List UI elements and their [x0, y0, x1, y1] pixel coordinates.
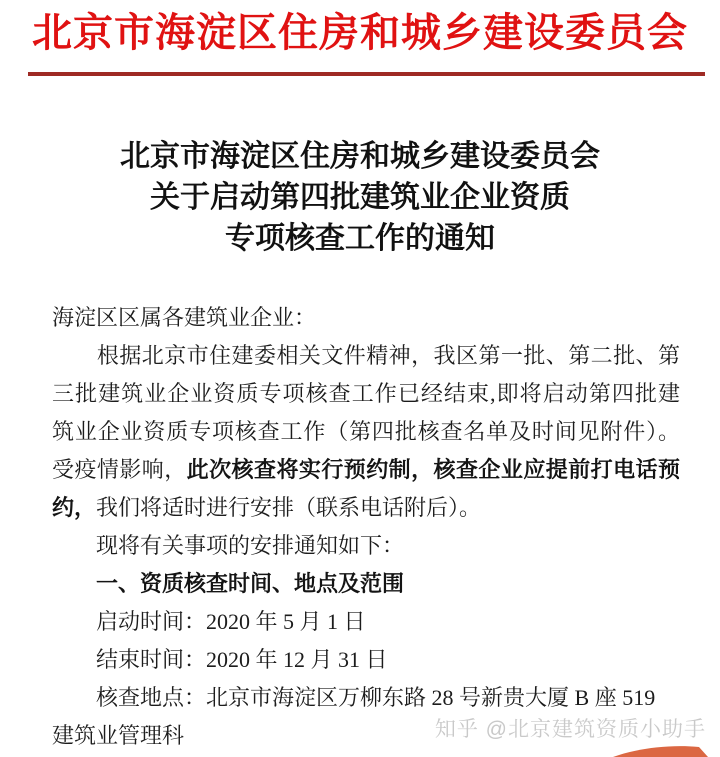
document-title [0, 136, 720, 259]
paragraph-line-2-text: 三批建筑业企业资质专项核查工作已经结束,即将启动第四批建 [52, 381, 680, 406]
closing-intro-line [52, 527, 680, 565]
orange-swoosh-icon [613, 744, 708, 757]
document-title-line-3: 专项核查工作的通知 [225, 222, 495, 255]
document-body [52, 299, 680, 755]
document-title-line-1: 北京市海淀区住房和城乡建设委员会 [120, 140, 600, 173]
paragraph-line-1-text: 根据北京市住建委相关文件精神，我区第一批、第二批、第 [96, 343, 680, 368]
paragraph-line-4-text: 此次核查将实行预约制，核查企业应提前打电话预 [186, 457, 680, 482]
inspection-location-line [52, 679, 680, 717]
letterhead-header [0, 4, 720, 76]
paragraph-line-5-text: 约， [52, 495, 97, 520]
letterhead-org-name: 北京市海淀区住房和城乡建设委员会 [32, 10, 688, 55]
paragraph-line-2 [52, 375, 680, 413]
letterhead-rule [28, 72, 705, 76]
start-time-line [52, 603, 680, 641]
salutation-text: 海淀区区属各建筑业企业： [52, 305, 317, 330]
paragraph-line-5-text: 我们将适时进行安排（联系电话附后）。 [96, 495, 482, 520]
end-time-line [52, 641, 680, 679]
inspection-location-wrap-line-text: 建筑业管理科 [52, 723, 185, 748]
document-title-line-2: 关于启动第四批建筑业企业资质 [150, 181, 570, 214]
paragraph-line-3-text: 筑业企业资质专项核查工作（第四批核查名单及时间见附件）。 [52, 419, 680, 444]
paragraph-line-1 [52, 337, 680, 375]
closing-intro-line-text: 现将有关事项的安排通知如下： [96, 533, 405, 558]
end-time-line-text: 结束时间：2020 年 12 月 31 日 [96, 647, 388, 672]
watermark-credit: 知乎 @北京建筑资质小助手 [434, 718, 706, 741]
inspection-location-line-text: 核查地点：北京市海淀区万柳东路 28 号新贵大厦 B 座 519 [96, 685, 656, 710]
paragraph-line-5 [52, 489, 680, 527]
paragraph-line-4 [52, 451, 680, 489]
paragraph-line-3 [52, 413, 680, 451]
section-1-heading-text: 一、资质核查时间、地点及范围 [96, 571, 405, 596]
salutation [52, 299, 680, 337]
start-time-line-text: 启动时间：2020 年 5 月 1 日 [96, 609, 366, 634]
section-1-heading [52, 565, 680, 603]
paragraph-line-4-text: 受疫情影响， [52, 457, 187, 482]
